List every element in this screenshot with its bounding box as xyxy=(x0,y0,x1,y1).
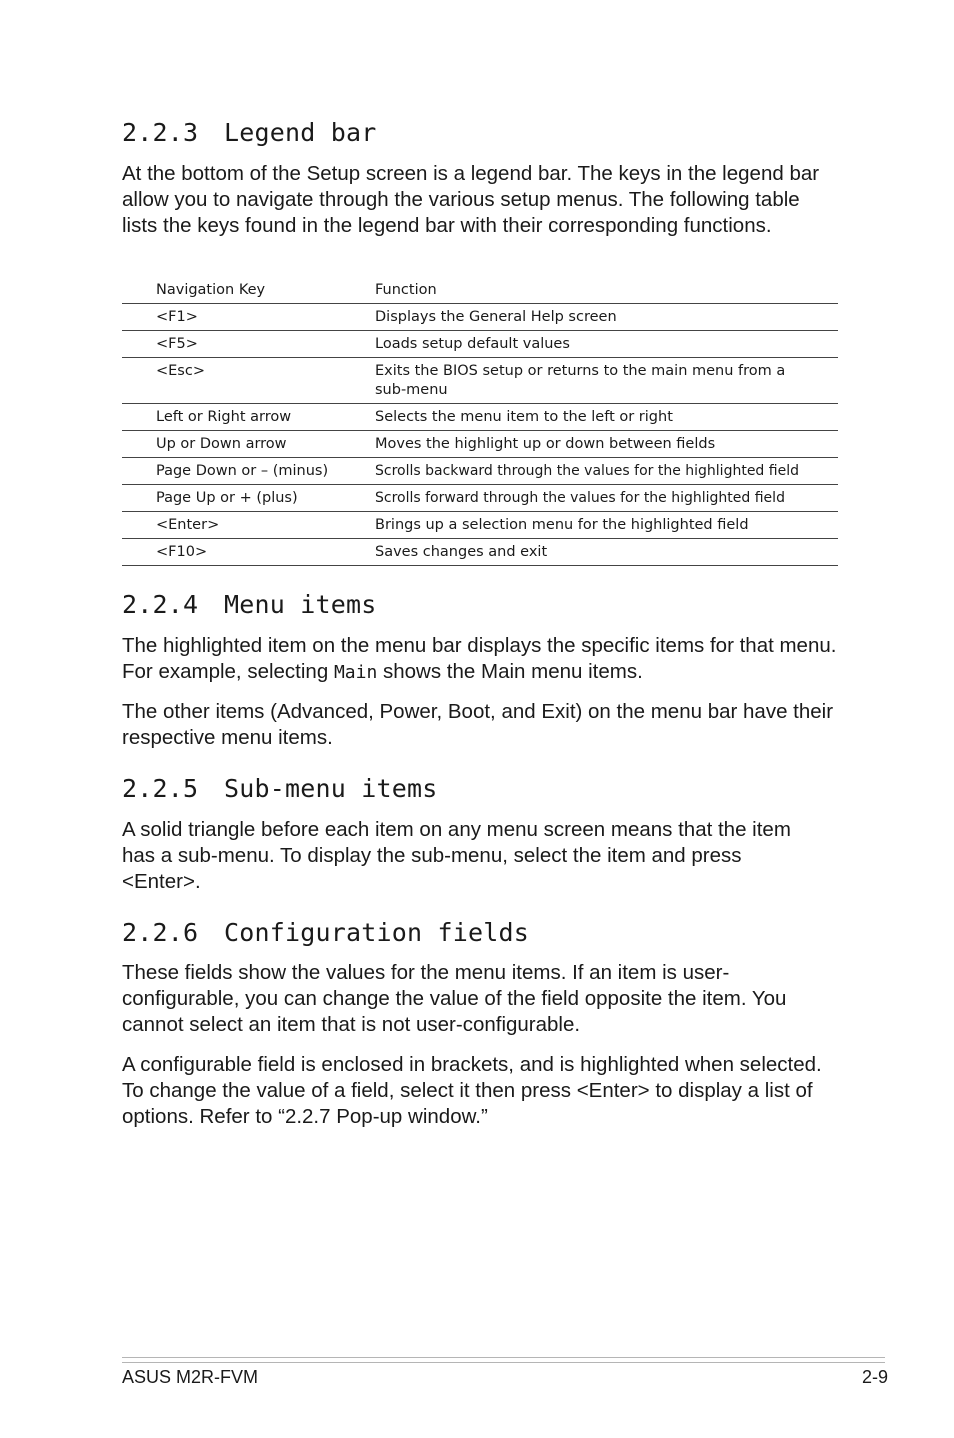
table-cell-key: <F10> xyxy=(122,539,375,566)
table-cell-key: Up or Down arrow xyxy=(122,431,375,458)
table-header-function: Function xyxy=(375,281,838,304)
table-header-key: Navigation Key xyxy=(122,281,375,304)
table-row xyxy=(122,512,838,539)
legend-bar-paragraph: At the bottom of the Setup screen is a legend bar. The keys in the legend bar allow you to navigate through the various setup menus. The following table lists the keys found in the legend bar with their corresponding functions. xyxy=(122,162,820,237)
section-heading-configuration-fields xyxy=(122,918,529,948)
menu-items-paragraph-1 xyxy=(122,633,838,686)
legend-keys-table xyxy=(122,281,838,566)
table-cell-key: <Esc> xyxy=(122,358,375,404)
table-cell-function: Exits the BIOS setup or returns to the main menu from a sub-menu xyxy=(375,358,838,404)
footer-page-number: 2-9 xyxy=(861,1367,888,1387)
table-cell-key: Page Down or – (minus) xyxy=(122,458,375,485)
table-cell-function: Displays the General Help screen xyxy=(375,304,838,331)
table-row xyxy=(122,458,838,485)
footer-product-name: ASUS M2R-FVM xyxy=(122,1367,259,1387)
section-number: 2.2.4 xyxy=(122,590,199,619)
legend-keys-table-wrap xyxy=(122,281,838,566)
table-row xyxy=(122,485,838,512)
table-row xyxy=(122,331,838,358)
section-title: Menu items xyxy=(224,590,377,619)
table-cell-key: <F5> xyxy=(122,331,375,358)
text-run: The highlighted item on the menu bar displays the specific items for that menu. For example, selecting xyxy=(122,634,837,683)
table-cell-function: Scrolls backward through the values for the highlighted field xyxy=(375,458,838,485)
table-cell-key: Left or Right arrow xyxy=(122,404,375,431)
menu-items-paragraph-2: The other items (Advanced, Power, Boot, and Exit) on the menu bar have their respective menu items. xyxy=(122,700,834,749)
section-number: 2.2.3 xyxy=(122,118,199,147)
section-number: 2.2.5 xyxy=(122,774,199,803)
configuration-fields-paragraph-1: These fields show the values for the menu items. If an item is user-configurable, you can change the value of the field opposite the item. You cannot select an item that is not user-configurable. xyxy=(122,961,787,1036)
section-number: 2.2.6 xyxy=(122,918,199,947)
section-title: Legend bar xyxy=(224,118,377,147)
table-row xyxy=(122,358,838,404)
table-cell-function: Scrolls forward through the values for the highlighted field xyxy=(375,485,838,512)
table-cell-function: Brings up a selection menu for the highlighted field xyxy=(375,512,838,539)
section-title: Configuration fields xyxy=(224,918,530,947)
table-header-row xyxy=(122,281,838,304)
sub-menu-items-paragraph: A solid triangle before each item on any menu screen means that the item has a sub-menu. To display the sub-menu, select the item and press <Enter>. xyxy=(122,818,791,893)
table-cell-function: Loads setup default values xyxy=(375,331,838,358)
section-heading-sub-menu-items xyxy=(122,774,438,804)
table-cell-function: Selects the menu item to the left or right xyxy=(375,404,838,431)
configuration-fields-paragraph-2: A configurable field is enclosed in brackets, and is highlighted when selected. To change the value of a field, select it then press <Enter> to display a list of options. Refer to “2.2.7 Pop-up window.” xyxy=(122,1053,822,1128)
section-heading-menu-items xyxy=(122,590,377,620)
table-cell-key: <F1> xyxy=(122,304,375,331)
footer-divider xyxy=(122,1357,885,1363)
table-cell-function: Saves changes and exit xyxy=(375,539,838,566)
menu-main-term: Main xyxy=(333,662,378,683)
section-title: Sub-menu items xyxy=(224,774,438,803)
table-row xyxy=(122,304,838,331)
text-run: shows the Main menu items. xyxy=(377,660,643,683)
table-row xyxy=(122,431,838,458)
table-cell-key: Page Up or + (plus) xyxy=(122,485,375,512)
table-cell-key: <Enter> xyxy=(122,512,375,539)
section-heading-legend-bar xyxy=(122,118,377,148)
table-row xyxy=(122,539,838,566)
table-row xyxy=(122,404,838,431)
table-cell-function: Moves the highlight up or down between fields xyxy=(375,431,838,458)
